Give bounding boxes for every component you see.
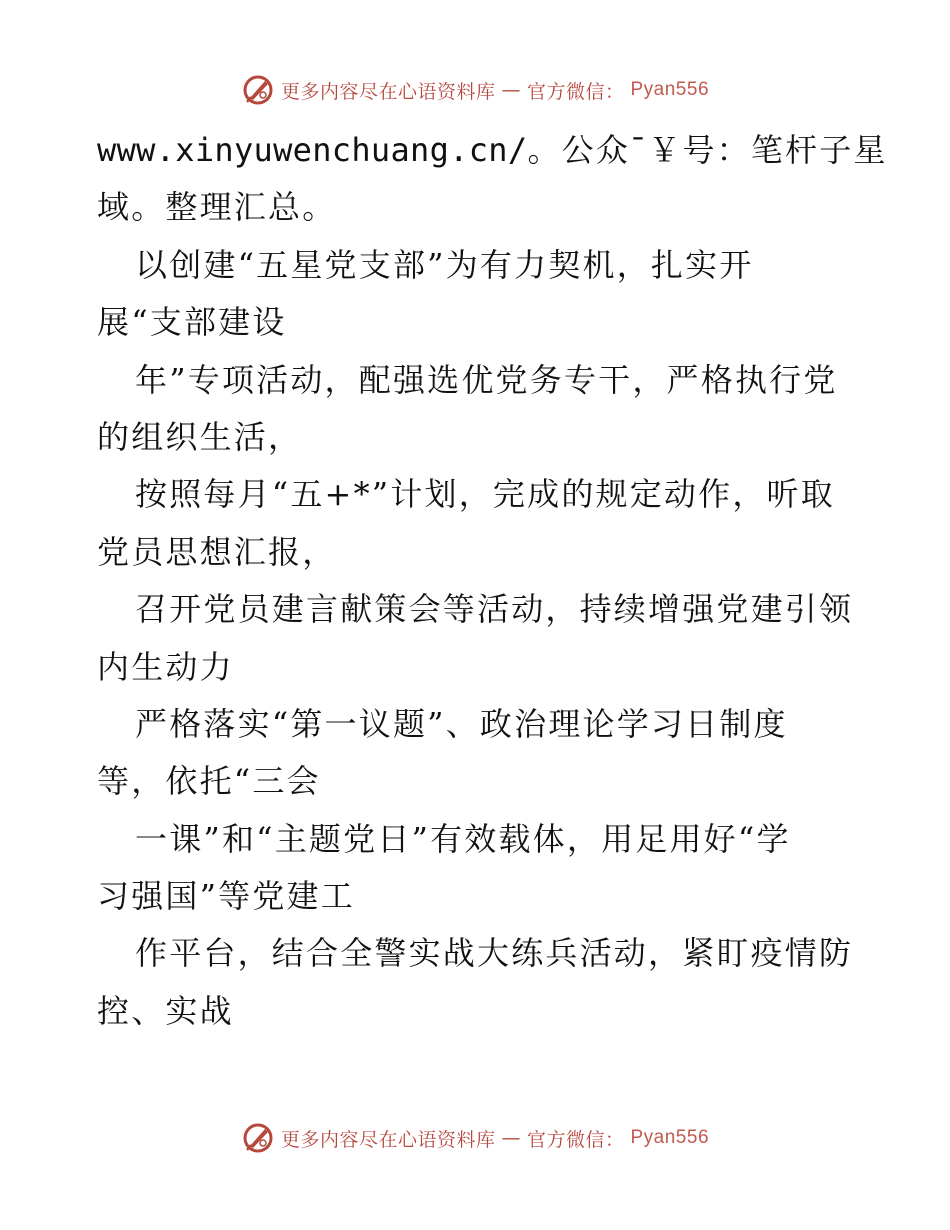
header-watermark [0, 70, 950, 110]
url-text: www.xinyuwenchuang.cn/ [97, 131, 528, 169]
document-body [97, 122, 888, 1040]
watermark-dash: — [501, 79, 521, 101]
quill-pen-logo-icon [241, 1121, 275, 1155]
text-line-3: 展“支部建设 [97, 303, 287, 342]
watermark-wechat-label: 官方微信： [526, 1128, 625, 1151]
text-line-2: 以创建“五星党支部”为有力契机，扎实开 [135, 245, 754, 284]
quill-pen-logo-icon [241, 73, 275, 107]
watermark-main-text: 更多内容尽在心语资料库 [280, 80, 496, 103]
text-line-6: 按照每月“五+*”计划，完成的规定动作，听取 [135, 475, 835, 514]
text-line-7: 党员思想汇报， [97, 532, 337, 571]
text-line-8: 召开党员建言献策会等活动，持续增强党建引领 [135, 590, 854, 629]
text-line-15: 控、实战 [97, 991, 234, 1030]
text-line-10: 严格落实“第一议题”、政治理论学习日制度 [135, 704, 788, 743]
text-line-4: 年”专项活动，配强选优党务专干，严格执行党 [135, 360, 838, 399]
watermark-account: Pyan556 [630, 79, 710, 100]
watermark-content [241, 73, 709, 107]
watermark-content-footer [241, 1121, 709, 1155]
watermark-dash: — [501, 1127, 521, 1149]
watermark-wechat-label: 官方微信： [526, 80, 625, 103]
text-line-9: 内生动力 [97, 647, 234, 686]
url-rest-text: 。公众¯￥号：笔杆子星 [527, 131, 888, 169]
text-line-url [97, 122, 888, 179]
text-line-11: 等，依托“三会 [97, 762, 321, 801]
watermark-account: Pyan556 [630, 1127, 710, 1148]
text-line-12: 一课”和“主题党日”有效载体，用足用好“学 [135, 819, 791, 858]
text-line-14: 作平台，结合全警实战大练兵活动，紧盯疫情防 [135, 934, 854, 973]
text-line-5: 的组织生活， [97, 417, 303, 456]
text-line-1: 域。整理汇总。 [97, 188, 337, 227]
footer-watermark [0, 1118, 950, 1158]
text-line-13: 习强国”等党建工 [97, 877, 355, 916]
watermark-main-text: 更多内容尽在心语资料库 [280, 1128, 496, 1151]
